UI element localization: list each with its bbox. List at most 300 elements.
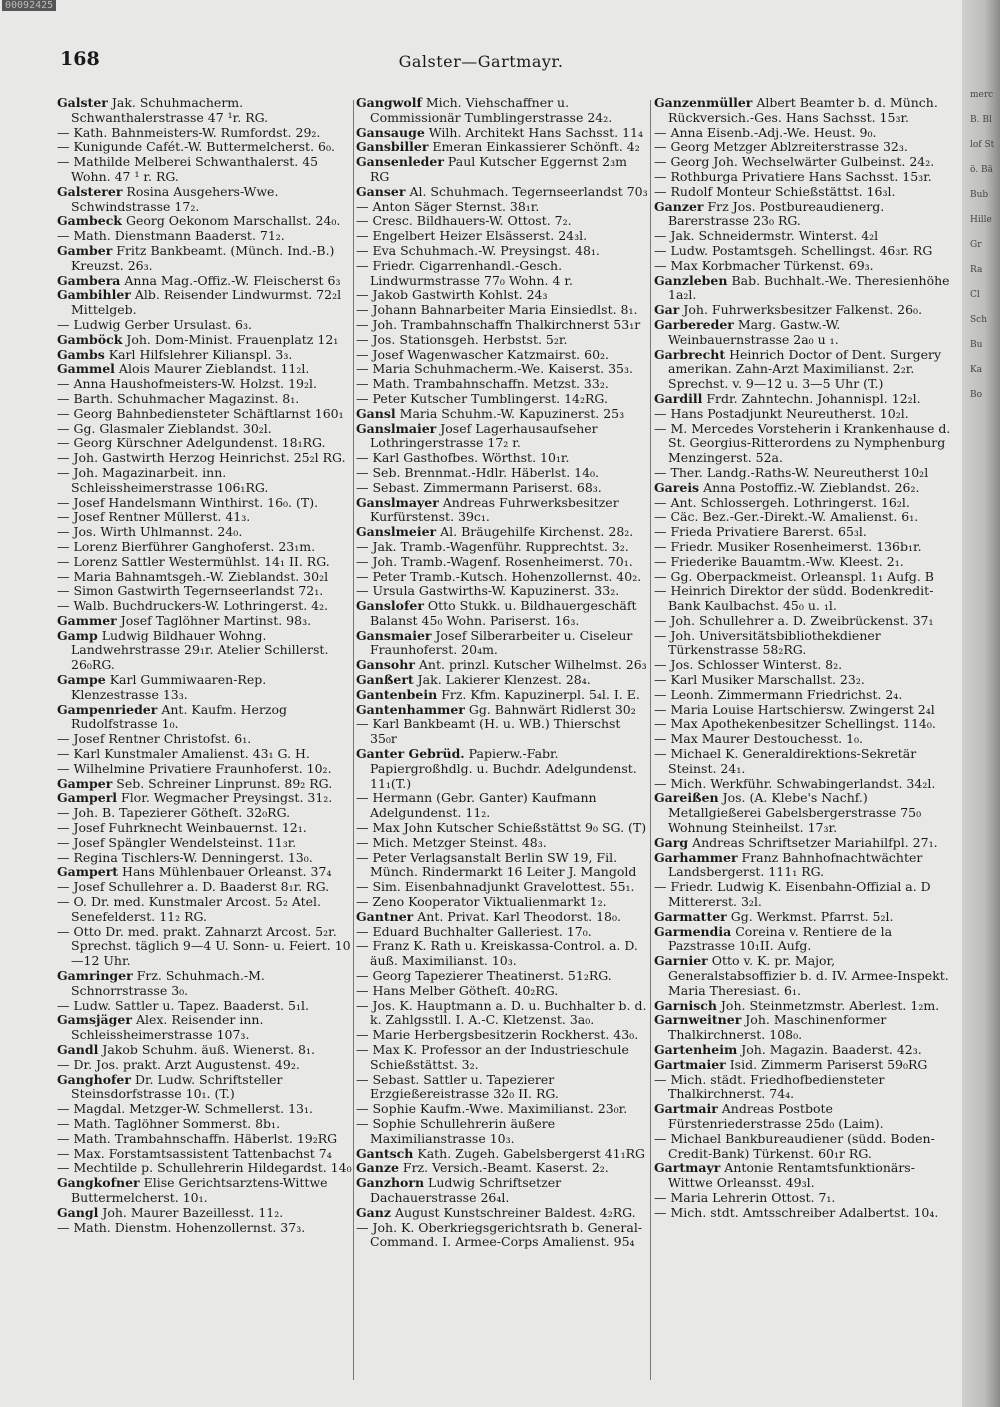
directory-entry (356, 140, 648, 155)
directory-entry (356, 481, 648, 496)
entry-details: Karl Bankbeamt (H. u. WB.) Thierschst 35₀r (370, 716, 621, 747)
directory-entry (57, 703, 353, 733)
directory-entry (356, 999, 648, 1029)
entry-details: Anton Säger Sternst. 38₁r. (372, 198, 540, 214)
entry-surname: Gammer (57, 612, 117, 628)
directory-entry (356, 348, 648, 363)
entry-details: Josef Taglöhner Martinst. 98₃. (120, 612, 312, 628)
directory-entry (356, 303, 648, 318)
entry-surname: Gartenheim (654, 1042, 738, 1057)
edge-fragment: Hille (970, 215, 992, 225)
directory-entry (654, 422, 956, 466)
entry-details: Magdal. Metzger-W. Schmellerst. 13₁. (73, 1101, 313, 1117)
entry-details: Joh. K. Oberkriegsgerichtsrath b. General-Command. I. Armee-Corps Amalienst. 95₄ (370, 1219, 643, 1250)
directory-entry (57, 126, 353, 141)
directory-entry (356, 851, 648, 881)
directory-entry (57, 510, 353, 525)
directory-entry (356, 200, 648, 215)
entry-details: Frz. Schuhmach.-M. Schnorrstrasse 3₀. (71, 968, 265, 998)
entry-details: Jos. Stationsgeh. Herbstst. 5₂r. (372, 331, 568, 347)
entry-details: Gg. Glasmaler Zieblandst. 30₂l. (73, 420, 272, 436)
directory-entry (57, 540, 353, 555)
entry-details: Josef Silberarbeiter u. Ciseleur Fraunhoferst. 20₄m. (370, 627, 633, 658)
entry-details: Marie Herbergsbesitzerin Rockherst. 43₀. (372, 1027, 639, 1043)
entry-surname: Garmatter (654, 908, 727, 924)
entry-details: Sophie Schullehrerin äußere Maximilianstrasse 10₃. (370, 1115, 556, 1146)
directory-entry (57, 777, 353, 792)
entry-details: Jak. Schneidermstr. Winterst. 4₂l (670, 228, 879, 244)
directory-entry (654, 570, 956, 585)
entry-details: Antonie Rentamtsfunktionärs-Wittwe Orleansst. 49₃l. (668, 1160, 915, 1191)
directory-entry (356, 333, 648, 348)
entry-details: Josef Handelsmann Winthirst. 16₀. (T). (73, 494, 319, 510)
entry-details: Cäc. Bez.-Ger.-Direkt.-W. Amalienst. 6₁. (670, 509, 919, 525)
directory-entry (356, 880, 648, 895)
entry-details: Joh. Schullehrer a. D. Zweibrückenst. 37₁ (670, 612, 934, 628)
directory-entry (654, 1206, 956, 1221)
running-head: Galster—Gartmayr. (398, 52, 564, 71)
directory-entry (57, 496, 353, 511)
directory-entry (356, 984, 648, 999)
directory-entry (57, 377, 353, 392)
entry-details: Ant. Privat. Karl Theodorst. 18₀. (417, 908, 621, 924)
entry-details: Dr. Jos. prakt. Arzt Augustenst. 49₂. (73, 1056, 300, 1072)
column-divider (650, 100, 651, 1380)
directory-entry (57, 895, 353, 925)
entry-details: Joh. Magazin. Baaderst. 42₃. (741, 1042, 922, 1057)
directory-entry (654, 96, 956, 126)
entry-details: Anna Eisenb.-Adj.-We. Heust. 9₀. (670, 124, 877, 140)
directory-entry (654, 170, 956, 185)
entry-details: Maria Louise Hartschiersw. Zwingerst 2₄l (670, 701, 935, 717)
directory-entry (57, 140, 353, 155)
directory-entry (57, 422, 353, 437)
entry-surname: Gantsch (356, 1145, 414, 1161)
entry-surname: Ganzenmüller (654, 96, 753, 110)
directory-entry (356, 422, 648, 452)
entry-details: Maria Schuhmacherm.-We. Kaiserst. 35₃. (372, 361, 633, 377)
directory-entry (654, 126, 956, 141)
column-2 (356, 96, 648, 1386)
entry-details: Johann Bahnarbeiter Maria Einsiedlst. 8₁. (372, 302, 638, 318)
entry-surname: Ganz (356, 1204, 391, 1220)
entry-details: Mich. städt. Friedhofbediensteter Thalkirchnerst. 74₄. (668, 1071, 885, 1102)
entry-details: Jos. (A. Klebe's Nachf.) Metallgießerei Gabelsbergerstrasse 75₀ Wohnung Steinheilst. 17₃r. (668, 790, 922, 836)
entry-details: Al. Schuhmach. Tegernseerlandst 70₃ (409, 183, 648, 199)
entry-details: Peter Kutscher Tumblingerst. 14₂RG. (372, 390, 608, 406)
directory-entry (57, 407, 353, 422)
entry-surname: Gambeck (57, 213, 122, 229)
entry-details: Ursula Gastwirths-W. Kapuzinerst. 33₂. (372, 583, 620, 599)
entry-surname: Garbrecht (654, 346, 726, 362)
directory-entry (654, 318, 956, 348)
directory-entry (356, 658, 648, 673)
entry-details: Max K. Professor an der Industrieschule Schießstättst. 3₂. (370, 1042, 629, 1072)
entry-details: Gg. Oberpackmeist. Orleanspl. 1₁ Aufg. B (670, 568, 934, 584)
entry-details: Paul Kutscher Eggernst 2₃m RG (370, 154, 627, 184)
entry-surname: Ganslmayer (356, 494, 439, 510)
entry-details: Isid. Zimmerm Pariserst 59₀RG (729, 1056, 928, 1072)
directory-entry (57, 333, 353, 348)
directory-entry (356, 407, 648, 422)
entry-details: Jak. Lakierer Klenzest. 28₄. (417, 672, 591, 688)
entry-details: Maria Schuhm.-W. Kapuzinerst. 25₃ (399, 405, 625, 421)
directory-entry (356, 895, 648, 910)
entry-details: Mathilde Melberei Schwanthalerst. 45 Wohn. 47 ¹ r. RG. (71, 154, 319, 184)
entry-surname: Ganslmeier (356, 524, 437, 540)
entry-details: Max. Forstamtsassistent Tattenbachst 7₄ (73, 1145, 332, 1161)
directory-entry (356, 392, 648, 407)
entry-details: Joh. Fuhrwerksbesitzer Falkenst. 26₀. (683, 302, 923, 318)
entry-details: Kath. Zugeh. Gabelsbergerst 41₁RG (417, 1145, 646, 1161)
entry-surname: Ganzleben (654, 272, 728, 288)
entry-details: Joh. Maurer Bazeillesst. 11₂. (102, 1204, 284, 1220)
entry-details: Jak. Tramb.-Wagenführ. Rupprechtst. 3₂. (372, 538, 629, 554)
directory-entry (356, 244, 648, 259)
directory-entry (57, 274, 353, 289)
directory-entry (57, 999, 353, 1014)
directory-entry (57, 436, 353, 451)
directory-entry (356, 155, 648, 185)
entry-details: Georg Metzger Ablzreiterstrasse 32₃. (670, 139, 908, 155)
entry-details: Math. Trambahnschaffn. Häberlst. 19₂RG (73, 1130, 338, 1146)
entry-details: August Kunstschreiner Baldest. 4₂RG. (394, 1204, 636, 1220)
directory-entry (57, 466, 353, 496)
entry-details: Mechtilde p. Schullehrerin Hildegardst. 14₀ (73, 1160, 352, 1176)
directory-entry (356, 1102, 648, 1117)
directory-entry (654, 688, 956, 703)
entry-details: Rosina Ausgehers-Wwe. Schwindstrasse 17₂. (71, 183, 279, 214)
directory-entry (57, 865, 353, 880)
directory-entry (356, 688, 648, 703)
entry-surname: Gansohr (356, 657, 415, 673)
directory-entry (57, 155, 353, 185)
entry-surname: Galsterer (57, 183, 123, 199)
entry-details: Math. Dienstmann Baaderst. 71₂. (73, 228, 285, 244)
edge-fragment: Ka (970, 365, 983, 375)
directory-entry (654, 1161, 956, 1191)
entry-surname: Gartmair (654, 1101, 718, 1117)
directory-entry (57, 392, 353, 407)
entry-surname: Gampe (57, 672, 106, 688)
entry-details: Walb. Buchdruckers-W. Lothringerst. 4₂. (73, 598, 329, 614)
directory-entry (654, 584, 956, 614)
entry-details: Hans Postadjunkt Neureutherst. 10₂l. (670, 405, 909, 421)
directory-entry (654, 555, 956, 570)
entry-details: Josef Wagenwascher Katzmairst. 60₂. (372, 346, 610, 362)
entry-surname: Garnier (654, 953, 708, 969)
directory-entry (57, 288, 353, 318)
directory-entry (654, 244, 956, 259)
entry-details: Gg. Bahnwärt Ridlerst 30₂ (468, 701, 636, 717)
entry-details: Max Korbmacher Türkenst. 69₃. (670, 257, 874, 273)
entry-details: Sebast. Sattler u. Tapezierer Erzgießereistrasse 32₀ II. RG. (370, 1071, 559, 1102)
directory-entry (356, 96, 648, 126)
entry-details: Franz Bahnhofnachtwächter Landsbergerst. 111₁ RG. (668, 849, 923, 880)
entry-surname: Gansl (356, 405, 396, 421)
entry-details: Zeno Kooperator Viktualienmarkt 1₂. (372, 894, 607, 910)
entry-details: Jos. K. Hauptmann a. D. u. Buchhalter b. d. k. Zahlgsstll. I. A.-C. Kletzenst. 3a₀. (370, 997, 647, 1028)
directory-entry (356, 496, 648, 526)
entry-details: Michael K. Generaldirektions-Sekretär Steinst. 24₁. (668, 746, 917, 776)
directory-entry (356, 836, 648, 851)
entry-details: Jakob Schuhm. äuß. Wienerst. 8₁. (102, 1042, 315, 1057)
entry-surname: Ganghofer (57, 1071, 131, 1087)
entry-details: Frdr. Zahntechn. Johannispl. 12₂l. (706, 390, 921, 406)
directory-entry (57, 1176, 353, 1206)
entry-surname: Ganser (356, 183, 406, 199)
directory-entry (356, 214, 648, 229)
entry-details: Ludw. Sattler u. Tapez. Baaderst. 5₁l. (73, 997, 309, 1013)
directory-entry (57, 791, 353, 806)
entry-details: Frz. Kfm. Kapuzinerpl. 5₄l. I. E. (441, 686, 640, 702)
edge-fragment: ö. Bä (970, 165, 993, 175)
entry-surname: Garnweitner (654, 1012, 742, 1028)
entry-details: Josef Rentner Müllerst. 41₃. (73, 509, 251, 525)
entry-surname: Ganslofer (356, 598, 424, 614)
entry-surname: Gareis (654, 479, 700, 495)
directory-entry (654, 303, 956, 318)
entry-details: Frieda Privatiere Barerst. 65₃l. (670, 524, 867, 540)
entry-details: Friedr. Musiker Rosenheimerst. 136b₁r. (670, 538, 922, 554)
directory-entry (57, 969, 353, 999)
entry-details: Flor. Wegmacher Preysingst. 31₂. (121, 790, 333, 806)
entry-details: M. Mercedes Vorsteherin i Krankenhause d. St. Georgius-Ritterordens zu Nymphenburg Menzingerst. 52a. (668, 420, 951, 466)
entry-details: Andreas Schriftsetzer Mariahilfpl. 27₁. (692, 834, 938, 850)
entry-details: O. Dr. med. Kunstmaler Arcost. 5₂ Atel. Senefelderst. 11₂ RG. (71, 894, 322, 924)
directory-entry (57, 1221, 353, 1236)
entry-surname: Gandl (57, 1042, 99, 1057)
entry-details: Ther. Landg.-Raths-W. Neureutherst 10₂l (670, 464, 929, 480)
directory-entry (356, 939, 648, 969)
entry-details: Josef Fuhrknecht Weinbauernst. 12₁. (73, 820, 307, 836)
entry-surname: Gansauge (356, 124, 425, 140)
entry-details: Peter Tramb.-Kutsch. Hohenzollernst. 40₂. (372, 568, 642, 584)
entry-surname: Gansmaier (356, 627, 432, 643)
entry-details: Mich. Werkführ. Schwabingerlandst. 34₂l. (670, 775, 936, 791)
entry-surname: Garhammer (654, 849, 738, 865)
entry-surname: Gamber (57, 242, 113, 258)
entry-surname: Ganzer (654, 198, 704, 214)
directory-entry (57, 836, 353, 851)
directory-entry (57, 1147, 353, 1162)
entry-details: Mich. Viehschaffner u. Commissionär Tumblingerstrasse 24₂. (370, 96, 613, 125)
entry-details: Coreina v. Rentiere de la Pazstrasse 10₁II. Aufg. (668, 923, 893, 954)
directory-entry (654, 466, 956, 481)
entry-details: Maria Lehrerin Ottost. 7₁. (670, 1189, 836, 1205)
directory-entry (57, 1058, 353, 1073)
directory-entry (356, 1161, 648, 1176)
directory-entry (57, 614, 353, 629)
entry-details: Andreas Postbote Fürstenriederstrasse 25d₀ (Laim). (668, 1101, 884, 1131)
entry-surname: Gantner (356, 908, 414, 924)
directory-entry (654, 1132, 956, 1162)
entry-surname: Gambs (57, 346, 105, 362)
edge-fragment: Sch (970, 315, 988, 325)
entry-details: Lorenz Sattler Westermühlst. 14₁ II. RG. (73, 553, 330, 569)
entry-details: Elise Gerichtsarztens-Wittwe Buttermelcherst. 10₁. (71, 1175, 328, 1205)
directory-entry (57, 451, 353, 466)
directory-entry (356, 910, 648, 925)
directory-entry (356, 584, 648, 599)
entry-details: Sim. Eisenbahnadjunkt Gravelottest. 55₁. (372, 879, 635, 895)
entry-details: Alois Maurer Zieblandst. 11₂l. (118, 361, 310, 377)
directory-entry (356, 466, 648, 481)
directory-entry (356, 629, 648, 659)
directory-entry (654, 525, 956, 540)
directory-entry (356, 126, 648, 141)
entry-details: Seb. Schreiner Linprunst. 89₂ RG. (116, 775, 333, 791)
entry-details: Peter Verlagsanstalt Berlin SW 19, Fil. Münch. Rindermarkt 16 Leiter J. Mangold (370, 849, 637, 880)
entry-surname: Gammel (57, 361, 115, 377)
entry-surname: Gangkofner (57, 1175, 140, 1191)
entry-surname: Gartmaier (654, 1056, 726, 1072)
entry-details: Barth. Schuhmacher Magazinst. 8₁. (73, 390, 300, 406)
entry-surname: Ganslmaier (356, 420, 437, 436)
entry-details: Leonh. Zimmermann Friedrichst. 2₄. (670, 686, 903, 702)
entry-details: Georg Oekonom Marschallst. 24₀. (125, 213, 341, 229)
directory-entry (654, 140, 956, 155)
entry-surname: Gangwolf (356, 96, 422, 110)
column-3 (654, 96, 956, 1386)
entry-surname: Gangl (57, 1204, 99, 1220)
entry-surname: Gambera (57, 272, 121, 288)
entry-details: Frz. Versich.-Beamt. Kaserst. 2₂. (402, 1160, 609, 1176)
entry-details: Josef Rentner Christofst. 6₁. (73, 731, 252, 747)
entry-details: Regina Tischlers-W. Denningerst. 13₀. (73, 849, 313, 865)
entry-details: Friederike Bauamtm.-Ww. Kleest. 2₁. (670, 553, 904, 569)
entry-surname: Garnisch (654, 997, 717, 1013)
entry-details: Math. Taglöhner Sommerst. 8b₁. (73, 1115, 281, 1131)
directory-entry (654, 1058, 956, 1073)
entry-surname: Ganter Gebrüd. (356, 746, 465, 762)
entry-details: Georg Joh. Wechselwärter Gulbeinst. 24₂. (670, 154, 935, 170)
entry-details: Sophie Kaufm.-Wwe. Maximilianst. 23₀r. (372, 1101, 628, 1117)
entry-details: Georg Tapezierer Theatinerst. 51₂RG. (372, 968, 612, 984)
entry-surname: Gamperl (57, 790, 118, 806)
directory-entry (654, 496, 956, 511)
directory-entry (356, 969, 648, 984)
entry-details: Karl Kunstmaler Amalienst. 43₁ G. H. (73, 746, 310, 762)
directory-entry (356, 599, 648, 629)
entry-details: Eva Schuhmach.-W. Preysingst. 48₁. (372, 242, 600, 258)
entry-details: Karl Hilfslehrer Kilianspl. 3₃. (108, 346, 293, 362)
entry-details: Otto Stukk. u. Bildhauergeschäft Balanst 45₀ Wohn. Pariserst. 16₃. (370, 598, 637, 628)
directory-entry (57, 1206, 353, 1221)
directory-entry (356, 703, 648, 718)
directory-entry (57, 673, 353, 703)
entry-details: Friedr. Ludwig K. Eisenbahn-Offizial a. D Mittererst. 3₂l. (668, 879, 931, 910)
entry-surname: Garg (654, 834, 689, 850)
entry-surname: Ganze (356, 1160, 399, 1176)
directory-entry (654, 274, 956, 304)
directory-entry (654, 155, 956, 170)
entry-details: Sebast. Zimmermann Pariserst. 68₃. (372, 479, 602, 495)
entry-surname: Gamsjäger (57, 1012, 132, 1028)
directory-entry (356, 229, 648, 244)
entry-details: Ludw. Postamtsgeh. Schellingst. 46₃r. RG (670, 242, 933, 258)
directory-entry (654, 348, 956, 392)
directory-entry (57, 732, 353, 747)
entry-details: Jos. Wirth Uhlmannst. 24₀. (73, 524, 243, 540)
entry-details: Max Maurer Destouchesst. 1₀. (670, 731, 864, 747)
entry-details: Fritz Bankbeamt. (Münch. Ind.-B.) Kreuzst. 26₃. (71, 242, 335, 273)
entry-details: Georg Bahnbediensteter Schäftlarnst 160₁ (73, 405, 344, 421)
page-number: 168 (60, 48, 100, 70)
directory-entry (57, 362, 353, 377)
entry-details: Joh. Gastwirth Herzog Heinrichst. 25₂l RG. (73, 450, 346, 466)
entry-surname: Gansbiller (356, 139, 429, 155)
directory-entry (57, 806, 353, 821)
directory-entry (654, 481, 956, 496)
directory-entry (654, 836, 956, 851)
entry-details: Eduard Buchhalter Galleriest. 17₀. (372, 923, 592, 939)
entry-surname: Gamp (57, 627, 98, 643)
entry-details: Max Apothekenbesitzer Schellingst. 114₀. (670, 716, 936, 732)
entry-details: Ludwig Bildhauer Wohng. Landwehrstrasse 29₁r. Atelier Schillerst. 26₀RG. (71, 627, 329, 673)
entry-surname: Gar (654, 302, 680, 318)
entry-details: Wilh. Architekt Hans Sachsst. 11₄ (428, 124, 644, 140)
entry-details: Kath. Bahnmeisters-W. Rumfordst. 29₂. (73, 124, 321, 140)
entry-details: Al. Bräugehilfe Kirchenst. 28₂. (440, 524, 634, 540)
entry-surname: Ganßert (356, 672, 414, 688)
entry-details: Anna Mag.-Offiz.-W. Fleischerst 6₃ (124, 272, 341, 288)
directory-entry (654, 1073, 956, 1103)
directory-entry (654, 392, 956, 407)
directory-entry (356, 451, 648, 466)
directory-entry (57, 851, 353, 866)
entry-surname: Garmendia (654, 923, 732, 939)
directory-entry (654, 200, 956, 230)
directory-entry (356, 1117, 648, 1147)
directory-entry (654, 658, 956, 673)
entry-surname: Gamringer (57, 968, 133, 984)
entry-details: Karl Musiker Marschallst. 23₂. (670, 672, 865, 688)
entry-details: Joh. B. Tapezierer Götheſt. 32₀RG. (73, 805, 291, 821)
column-divider (353, 100, 354, 1380)
edge-fragment: Bub (970, 190, 989, 200)
edge-fragment: B. Bl (970, 115, 992, 125)
entry-details: Joh. Maschinenformer Thalkirchnerst. 108₀. (668, 1012, 887, 1043)
entry-details: Anna Haushofmeisters-W. Holzst. 19₂l. (73, 376, 317, 392)
entry-details: Jos. Schlosser Winterst. 8₂. (670, 657, 843, 673)
directory-entry (57, 348, 353, 363)
entry-details: Ant. Kaufm. Herzog Rudolfstrasse 1₀. (71, 701, 288, 732)
adjacent-page-edge (962, 0, 1000, 1407)
entry-details: Joh. Magazinarbeit. inn. Schleissheimerstrasse 106₁RG. (71, 464, 269, 495)
entry-details: Friedr. Cigarrenhandl.-Gesch. Lindwurmstrasse 77₀ Wohn. 4 r. (370, 257, 573, 288)
edge-fragment: Ra (970, 265, 983, 275)
entry-details: Dr. Ludw. Schriftsteller Steinsdorfstrasse 10₁. (T.) (71, 1071, 283, 1102)
entry-details: Seb. Brennmat.-Hdlr. Häberlst. 14₀. (372, 464, 600, 480)
edge-fragment: Cl (970, 290, 980, 300)
directory-entry (356, 555, 648, 570)
directory-entry (57, 555, 353, 570)
entry-details: Josef Schullehrer a. D. Baaderst 8₁r. RG. (73, 879, 330, 895)
directory-entry (654, 1191, 956, 1206)
directory-entry (57, 1102, 353, 1117)
entry-surname: Gantenbein (356, 686, 438, 702)
entry-surname: Gamböck (57, 331, 123, 347)
entry-details: Lorenz Bierführer Ganghoferst. 23₁m. (73, 538, 316, 554)
entry-details: Mich. stdt. Amtsschreiber Adalbertst. 10₄. (670, 1204, 939, 1220)
entry-details: Jak. Schuhmacherm. Schwanthalerstrasse 47 ¹r. RG. (71, 96, 269, 125)
directory-entry (57, 629, 353, 673)
directory-entry (654, 954, 956, 998)
directory-entry (654, 732, 956, 747)
directory-entry (57, 599, 353, 614)
directory-entry (356, 570, 648, 585)
